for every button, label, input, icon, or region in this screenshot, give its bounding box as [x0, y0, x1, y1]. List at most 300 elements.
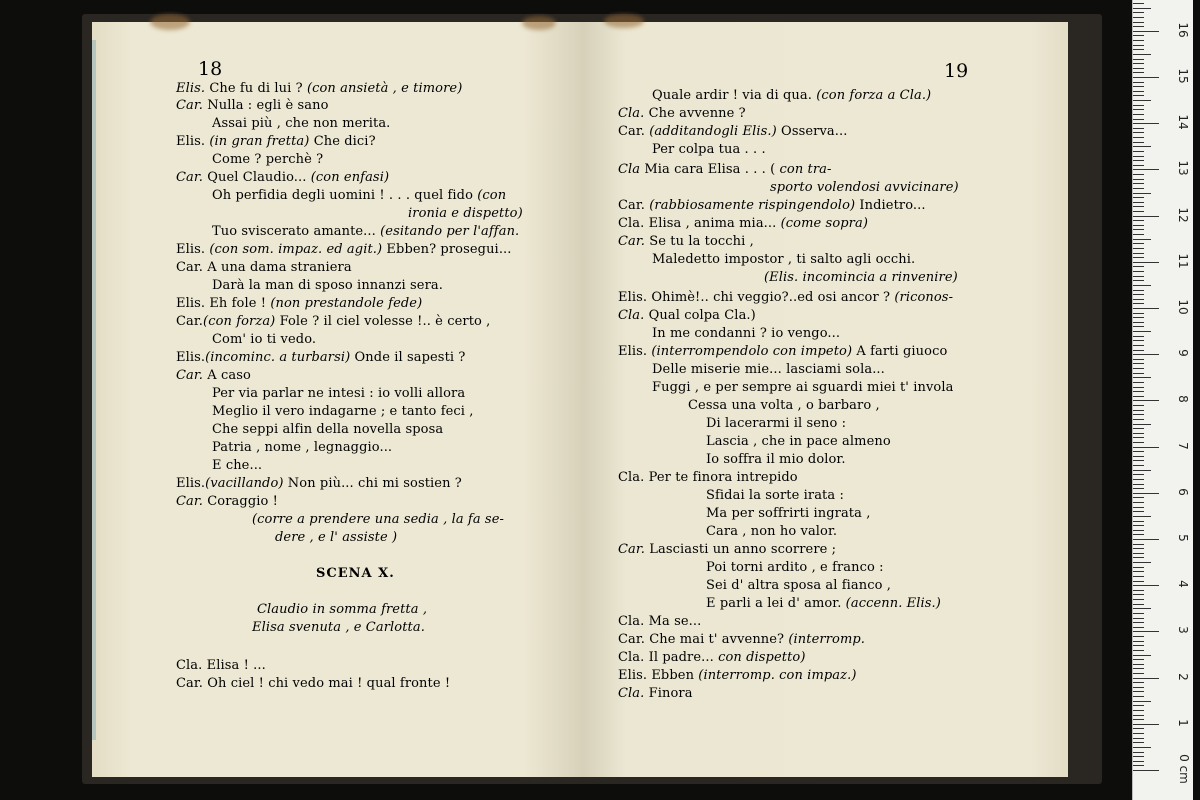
page-number-right: 19 [944, 60, 969, 82]
ruler-tick [1133, 719, 1144, 720]
ruler-label: 15 [1176, 68, 1190, 84]
stage-direction: Car. [176, 170, 204, 185]
ruler-tick [1133, 544, 1144, 545]
right-page-line [618, 614, 701, 630]
verse-text: Lasciasti un anno scorrere ; [645, 542, 837, 557]
verse-text: Elis. [176, 134, 210, 149]
ruler-tick [1133, 174, 1144, 175]
right-page-line [618, 686, 693, 702]
ruler-tick [1133, 114, 1144, 115]
verse-text: Maledetto impostor , ti salto agli occhi. [652, 252, 916, 267]
ruler-tick [1133, 40, 1144, 41]
ruler-tick [1133, 276, 1144, 277]
stage-direction: Claudio in somma fretta , [257, 602, 428, 617]
stage-direction: Elis. [176, 81, 206, 96]
verse-text: Elis. [176, 242, 210, 257]
ruler-tick [1133, 765, 1144, 766]
ruler-tick [1133, 303, 1144, 304]
left-page-line [176, 260, 352, 276]
ruler-tick [1133, 382, 1144, 383]
verse-text: Fuggi , e per sempre ai sguardi miei t' invola [652, 380, 954, 395]
stage-direction: con dispetto) [718, 650, 806, 665]
left-page-line [408, 206, 523, 222]
verse-text: Osserva... [776, 124, 848, 139]
ruler-label: 7 [1176, 441, 1190, 450]
ruler-tick [1133, 313, 1144, 314]
right-page-line [618, 216, 868, 232]
ruler-tick [1133, 22, 1144, 23]
verse-text: SCENA X. [316, 566, 395, 581]
verse-text: Delle miserie mie... lasciami sola... [652, 362, 885, 377]
ruler-tick [1133, 618, 1144, 619]
verse-text: Car. Oh ciel ! chi vedo mai ! qual fronte ! [176, 676, 451, 691]
ruler-tick [1133, 132, 1144, 133]
right-page-line [618, 162, 832, 178]
ruler-tick [1133, 354, 1159, 355]
left-page-line [176, 242, 512, 258]
ruler-tick [1133, 655, 1151, 656]
ruler-tick [1133, 474, 1144, 475]
stage-direction: dere , e l' assiste ) [275, 530, 398, 545]
ruler-tick [1133, 451, 1144, 452]
verse-text: Io soffra il mio dolor. [706, 452, 846, 467]
stage-direction: (con enfasi) [310, 170, 390, 185]
ruler-tick [1133, 146, 1151, 147]
ruler-tick [1133, 266, 1144, 267]
verse-text: Cla. Ma se... [618, 614, 702, 629]
ruler-tick [1133, 26, 1144, 27]
ruler-tick [1133, 271, 1144, 272]
ruler-tick [1133, 687, 1144, 688]
ruler-tick [1133, 557, 1144, 558]
ruler-tick [1133, 497, 1144, 498]
ruler-tick [1133, 433, 1144, 434]
left-page-line [212, 152, 323, 168]
ruler-tick [1133, 484, 1144, 485]
ruler-tick [1133, 183, 1144, 184]
ruler-tick [1133, 705, 1144, 706]
right-page-line [706, 452, 846, 468]
stage-direction: Car. [176, 494, 204, 509]
stage-direction: (corre a prendere una sedia , la fa se- [252, 512, 504, 527]
stage-direction: (con forza a Cla.) [816, 88, 932, 103]
stage-direction: Car. [176, 368, 204, 383]
ruler-tick [1133, 3, 1144, 4]
left-page-line [176, 658, 266, 674]
stain-top-right-page [604, 14, 644, 28]
verse-text: Com' io ti vedo. [212, 332, 317, 347]
ruler-tick [1133, 123, 1159, 124]
right-page-line [764, 270, 958, 286]
verse-text: Cla. Il padre... [618, 650, 719, 665]
ruler-tick [1133, 604, 1144, 605]
ruler-tick [1133, 248, 1144, 249]
verse-text: Indietro... [855, 198, 926, 213]
right-page-line [706, 578, 891, 594]
right-page-line [706, 488, 844, 504]
right-page-line [706, 434, 891, 450]
stage-direction: (additandogli Elis.) [649, 124, 777, 139]
stain-top-right [522, 16, 556, 30]
left-page-line [176, 676, 450, 692]
ruler-tick [1133, 756, 1144, 757]
right-page-line [652, 326, 840, 342]
ruler-tick [1133, 428, 1144, 429]
right-page-line [652, 142, 766, 158]
stage-direction: (riconos- [894, 290, 954, 305]
right-page-line [618, 234, 754, 250]
left-page-line [212, 224, 519, 240]
right-page-line [706, 560, 884, 576]
left-page-line [212, 422, 443, 438]
right-page-line [770, 180, 959, 196]
ruler-tick [1133, 45, 1144, 46]
verse-text: Tuo sviscerato amante... [212, 224, 381, 239]
ruler-tick [1133, 738, 1144, 739]
right-page-line [618, 344, 947, 360]
right-page-line [618, 470, 798, 486]
right-page-line [618, 650, 806, 666]
stage-direction: Elisa svenuta , e Carlotta. [252, 620, 425, 635]
ruler-label: 12 [1176, 206, 1190, 223]
right-page-line [618, 632, 865, 648]
left-page-line [176, 494, 278, 510]
ruler-tick [1133, 650, 1144, 651]
right-page-line [706, 416, 846, 432]
ruler-tick [1133, 493, 1159, 494]
left-page-line [176, 98, 329, 114]
verse-text: Cla. Elisa , anima mia... [618, 216, 781, 231]
ruler-label: 4 [1176, 580, 1190, 588]
ruler-tick [1133, 442, 1144, 443]
verse-text: Poi torni ardito , e franco : [706, 560, 884, 575]
page-edge [92, 40, 96, 740]
ruler-tick [1133, 142, 1144, 143]
ruler-tick [1133, 225, 1144, 226]
stage-direction: (interrompendolo con impeto) [651, 344, 853, 359]
verse-text: Mia cara Elisa . . . ( [640, 162, 780, 177]
left-page-line [275, 530, 397, 546]
ruler-tick [1133, 710, 1144, 711]
ruler-tick [1133, 761, 1144, 762]
ruler-tick [1133, 220, 1144, 221]
left-page-line [212, 278, 443, 294]
stage-direction: Cla. [618, 308, 645, 323]
ruler-tick [1133, 322, 1144, 323]
left-page-line [176, 368, 251, 384]
ruler-tick [1133, 770, 1159, 771]
ruler-tick [1133, 156, 1144, 157]
verse-text: Cla. Per te finora intrepido [618, 470, 798, 485]
stage-direction: (Elis. incomincia a rinvenire) [764, 270, 958, 285]
verse-text: Che dici? [309, 134, 376, 149]
verse-text: Che fu di lui ? [205, 81, 307, 96]
ruler-tick [1133, 340, 1144, 341]
ruler-tick [1133, 553, 1144, 554]
verse-text: Per colpa tua . . . [652, 142, 766, 157]
verse-text: Oh perfidia degli uomini ! . . . quel fido [212, 188, 478, 203]
ruler-tick [1133, 137, 1144, 138]
verse-text: Onde il sapesti ? [350, 350, 466, 365]
verse-text: Che avvenne ? [644, 106, 746, 121]
stage-direction: (interromp. [788, 632, 866, 647]
right-page-line [652, 88, 931, 104]
left-page-line [212, 386, 465, 402]
ruler-tick [1133, 696, 1144, 697]
stain-top-left [150, 14, 190, 30]
page-number-left: 18 [198, 58, 223, 80]
ruler-tick [1133, 290, 1144, 291]
verse-text: Elis. [176, 350, 206, 365]
ruler-tick [1133, 285, 1151, 286]
verse-text: A farti giuoco [852, 344, 948, 359]
ruler-tick [1133, 31, 1159, 32]
ruler-tick [1133, 664, 1144, 665]
stage-direction: (esitando per l'affan. [380, 224, 520, 239]
ruler-tick [1133, 317, 1144, 318]
stage-direction: (accenn. Elis.) [845, 596, 941, 611]
ruler-tick [1133, 119, 1144, 120]
ruler-tick [1133, 396, 1144, 397]
ruler-tick [1133, 682, 1144, 683]
ruler-tick [1133, 530, 1144, 531]
ruler-tick [1133, 128, 1144, 129]
ruler-tick [1133, 400, 1159, 401]
ruler-label: 0 cm [1177, 754, 1191, 784]
left-page-line [252, 620, 425, 636]
verse-text: Car. Che mai t' avvenne? [618, 632, 789, 647]
ruler-tick [1133, 715, 1144, 716]
ruler-tick [1133, 35, 1144, 36]
verse-text: Che seppi alfin della novella sposa [212, 422, 444, 437]
ruler-tick [1133, 691, 1144, 692]
ruler-label: 2 [1176, 672, 1190, 681]
verse-text: Nulla : egli è sano [203, 98, 329, 113]
right-page-line [618, 124, 847, 140]
left-page-line [176, 476, 462, 492]
verse-text: Sfidai la sorte irata : [706, 488, 844, 503]
left-page-line [212, 458, 262, 474]
ruler-tick [1133, 8, 1151, 9]
ruler-tick [1133, 105, 1144, 106]
ruler-tick [1133, 678, 1159, 679]
ruler-label: 14 [1176, 114, 1190, 130]
ruler-tick [1133, 728, 1144, 729]
ruler-tick [1133, 410, 1144, 411]
ruler-tick [1133, 72, 1144, 73]
ruler-tick [1133, 151, 1144, 152]
ruler-label: 16 [1176, 22, 1190, 38]
stage-direction: (incominc. a turbarsi) [205, 350, 351, 365]
ruler-tick [1133, 521, 1144, 522]
ruler-tick [1133, 479, 1144, 480]
ruler-tick [1133, 188, 1144, 189]
ruler-tick [1133, 733, 1144, 734]
ruler-tick [1133, 193, 1151, 194]
ruler-label: 11 [1176, 253, 1190, 269]
ruler-tick [1133, 752, 1144, 753]
verse-text: Cara , non ho valor. [706, 524, 838, 539]
ruler-tick [1133, 502, 1144, 503]
left-page-line [252, 512, 504, 528]
ruler-tick [1133, 456, 1144, 457]
ruler-tick [1133, 160, 1144, 161]
verse-text: Sei d' altra sposa al fianco , [706, 578, 892, 593]
verse-text: Se tu la tocchi , [645, 234, 754, 249]
stage-direction: Car. [618, 542, 646, 557]
stage-direction: (con [477, 188, 507, 203]
ruler-tick [1133, 590, 1144, 591]
stage-direction: (interromp. con impaz.) [698, 668, 857, 683]
verse-text: Non più... chi mi sostien ? [283, 476, 462, 491]
verse-text: Car. [618, 198, 650, 213]
verse-text: Ebben? prosegui... [382, 242, 512, 257]
ruler-tick [1133, 368, 1144, 369]
verse-text: Quale ardir ! via di qua. [652, 88, 817, 103]
ruler-label: 6 [1176, 487, 1190, 496]
ruler-tick [1133, 567, 1144, 568]
ruler-tick [1133, 294, 1144, 295]
stage-direction: Car. [176, 98, 204, 113]
right-page-line [618, 290, 953, 306]
ruler-tick [1133, 631, 1159, 632]
verse-text: Elis. [618, 344, 652, 359]
right-page-line [652, 252, 915, 268]
ruler-tick [1133, 280, 1144, 281]
ruler-tick [1133, 511, 1144, 512]
ruler-tick [1133, 165, 1144, 166]
left-page-line [176, 81, 462, 97]
verse-text: Car. A una dama straniera [176, 260, 352, 275]
left-page-line [212, 404, 474, 420]
stage-direction: (con forza) [203, 314, 276, 329]
ruler-tick [1133, 460, 1144, 461]
stage-direction: (non prestandole fede) [270, 296, 423, 311]
verse-text: Car. [176, 314, 204, 329]
ruler-tick [1133, 419, 1144, 420]
ruler-tick [1133, 424, 1151, 425]
ruler-tick [1133, 724, 1159, 725]
verse-text: Lascia , che in pace almeno [706, 434, 891, 449]
right-page-line [618, 542, 836, 558]
ruler-tick [1133, 63, 1144, 64]
ruler-tick [1133, 86, 1144, 87]
verse-text: Qual colpa Cla.) [644, 308, 756, 323]
measurement-ruler [1132, 0, 1193, 800]
verse-text: E che... [212, 458, 263, 473]
ruler-tick [1133, 488, 1144, 489]
ruler-tick [1133, 581, 1144, 582]
ruler-label: 3 [1176, 626, 1190, 635]
ruler-tick [1133, 345, 1144, 346]
left-page-line [176, 134, 376, 150]
ruler-label: 8 [1176, 395, 1190, 404]
ruler-tick [1133, 405, 1144, 406]
verse-text: Assai più , che non merita. [212, 116, 391, 131]
ruler-tick [1133, 516, 1151, 517]
ruler-tick [1133, 68, 1144, 69]
stage-direction: (con som. impaz. ed agit.) [209, 242, 383, 257]
ruler-tick [1133, 659, 1144, 660]
right-page-line [618, 106, 746, 122]
stage-direction: (rabbiosamente rispingendolo) [649, 198, 856, 213]
ruler-tick [1133, 257, 1144, 258]
ruler-tick [1133, 262, 1159, 263]
ruler-tick [1133, 82, 1144, 83]
ruler-label: 5 [1176, 534, 1190, 542]
verse-text: Fole ? il ciel volesse !.. è certo , [275, 314, 491, 329]
ruler-tick [1133, 742, 1144, 743]
ruler-tick [1133, 548, 1144, 549]
verse-text: Elis. Ebben [618, 668, 699, 683]
ruler-tick [1133, 299, 1144, 300]
right-page-line [618, 308, 756, 324]
right-page-line [706, 596, 941, 612]
ruler-tick [1133, 54, 1151, 55]
ruler-tick [1133, 206, 1144, 207]
right-page-line [652, 362, 885, 378]
stage-direction: (come sopra) [780, 216, 868, 231]
verse-text: Per via parlar ne intesi : io volli allora [212, 386, 466, 401]
stage-direction: Cla. [618, 106, 645, 121]
stage-direction: Cla [618, 162, 641, 177]
ruler-tick [1133, 363, 1144, 364]
ruler-tick [1133, 331, 1151, 332]
verse-text: Come ? perchè ? [212, 152, 324, 167]
verse-text: Di lacerarmi il seno : [706, 416, 847, 431]
right-page-line [688, 398, 880, 414]
ruler-label: 9 [1176, 349, 1190, 357]
stage-direction: (in gran fretta) [209, 134, 310, 149]
ruler-tick [1133, 100, 1151, 101]
verse-text: Quel Claudio... [203, 170, 311, 185]
ruler-label: 13 [1176, 160, 1190, 177]
verse-text: A caso [203, 368, 251, 383]
ruler-label: 10 [1176, 299, 1190, 315]
verse-text: Car. [618, 124, 650, 139]
ruler-tick [1133, 49, 1144, 50]
ruler-tick [1133, 701, 1151, 702]
ruler-tick [1133, 216, 1159, 217]
ruler-tick [1133, 608, 1151, 609]
ruler-tick [1133, 641, 1144, 642]
ruler-tick [1133, 636, 1144, 637]
stage-direction: ironia e dispetto) [408, 206, 523, 221]
stage-direction: sporto volendosi avvicinare) [770, 180, 959, 195]
verse-text: Darà la man di sposo innanzi sera. [212, 278, 443, 293]
left-page-line [176, 296, 422, 312]
ruler-tick [1133, 202, 1144, 203]
verse-text: Meglio il vero indagarne ; e tanto feci , [212, 404, 474, 419]
ruler-label: 1 [1176, 718, 1190, 727]
ruler-tick [1133, 243, 1144, 244]
ruler-tick [1133, 387, 1144, 388]
ruler-tick [1133, 507, 1144, 508]
ruler-tick [1133, 668, 1144, 669]
left-page-line [212, 332, 316, 348]
ruler-tick [1133, 562, 1151, 563]
ruler-tick [1133, 613, 1144, 614]
verse-text: Cla. Elisa ! ... [176, 658, 266, 673]
ruler-tick [1133, 17, 1144, 18]
verse-text: In me condanni ? io vengo... [652, 326, 841, 341]
ruler-tick [1133, 197, 1144, 198]
ruler-tick [1133, 594, 1144, 595]
ruler-tick [1133, 373, 1144, 374]
ruler-tick [1133, 414, 1144, 415]
right-page-line [652, 380, 953, 396]
left-page-line [257, 602, 427, 618]
